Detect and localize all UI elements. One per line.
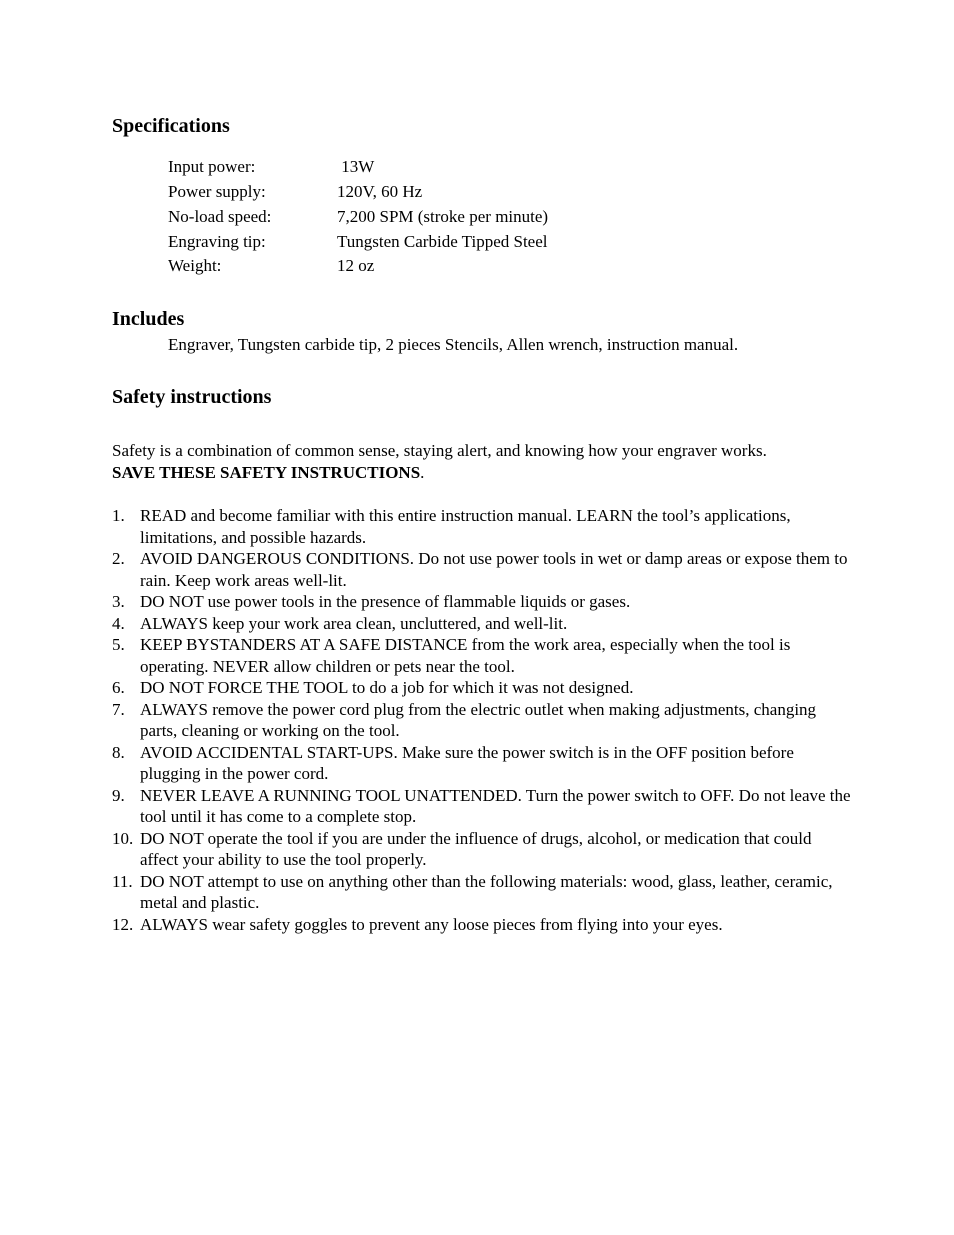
spec-value: 120V, 60 Hz (337, 182, 423, 201)
list-item (112, 914, 852, 936)
list-item-number: 9. (112, 785, 125, 805)
list-item-text: READ and become familiar with this entire instruction manual. LEARN the tool’s applications, limitations, and possible hazards. (140, 506, 791, 547)
list-item-text: ALWAYS keep your work area clean, uncluttered, and well-lit. (140, 613, 568, 633)
spec-label: No-load speed: (168, 207, 272, 226)
save-instructions-punct: . (420, 462, 425, 482)
list-item-text: DO NOT attempt to use on anything other than the following materials: wood, glass, leather, ceramic, metal and plastic. (140, 871, 833, 912)
safety-intro-text: Safety is a combination of common sense, staying alert, and knowing how your engraver works. (112, 441, 767, 460)
save-instructions-notice: SAVE THESE SAFETY INSTRUCTIONS (112, 462, 421, 482)
list-item-number: 7. (112, 699, 125, 719)
list-item-number: 11. (112, 871, 133, 891)
spec-label: Power supply: (168, 182, 266, 201)
list-item (112, 591, 852, 613)
spec-value: 13W (337, 157, 375, 176)
safety-instructions-list (112, 505, 852, 935)
list-item (112, 742, 852, 785)
list-item-number: 10. (112, 828, 134, 848)
includes-heading: Includes (112, 308, 185, 330)
list-item-number: 4. (112, 613, 125, 633)
spec-value: 7,200 SPM (stroke per minute) (337, 207, 549, 226)
list-item-text: AVOID DANGEROUS CONDITIONS. Do not use power tools in wet or damp areas or expose them to rain. Keep work areas well-lit. (140, 549, 848, 590)
list-item-number: 2. (112, 549, 125, 568)
list-item-text: KEEP BYSTANDERS AT A SAFE DISTANCE from the work area, especially when the tool is operating. NEVER allow children or pets near the tool. (140, 635, 791, 676)
safety-heading: Safety instructions (112, 386, 272, 408)
list-item-number: 6. (112, 678, 125, 697)
list-item (112, 505, 852, 548)
list-item-text: ALWAYS remove the power cord plug from the electric outlet when making adjustments, changing parts, cleaning or working on the tool. (140, 699, 817, 740)
spec-label: Input power: (168, 157, 256, 176)
list-item-text: DO NOT operate the tool if you are under the influence of drugs, alcohol, or medication that could affect your ability to use the tool properly. (140, 828, 812, 869)
list-item-text: ALWAYS wear safety goggles to prevent any loose pieces from flying into your eyes. (140, 914, 723, 934)
list-item-number: 12. (112, 914, 134, 934)
list-item (112, 699, 852, 742)
list-item (112, 871, 852, 914)
spec-value: Tungsten Carbide Tipped Steel (337, 232, 548, 251)
list-item-number: 3. (112, 592, 125, 611)
list-item-number: 8. (112, 742, 125, 762)
list-item-text: AVOID ACCIDENTAL START-UPS. Make sure the power switch is in the OFF position before plugging in the power cord. (140, 742, 794, 783)
list-item-text: NEVER LEAVE A RUNNING TOOL UNATTENDED. Turn the power switch to OFF. Do not leave the tool until it has come to a complete stop. (140, 785, 851, 826)
list-item (112, 548, 852, 591)
specifications-heading: Specifications (112, 115, 230, 137)
list-item-text: DO NOT FORCE THE TOOL to do a job for which it was not designed. (140, 678, 634, 697)
safety-intro (112, 440, 852, 483)
spec-label: Weight: (168, 256, 222, 275)
list-item (112, 785, 852, 828)
spec-label: Engraving tip: (168, 232, 266, 251)
list-item (112, 677, 852, 699)
list-item (112, 634, 852, 677)
includes-text: Engraver, Tungsten carbide tip, 2 pieces Stencils, Allen wrench, instruction manual. (168, 335, 739, 354)
list-item-text: DO NOT use power tools in the presence of flammable liquids or gases. (140, 592, 631, 611)
list-item-number: 5. (112, 635, 125, 654)
spec-value: 12 oz (337, 256, 375, 275)
list-item-number: 1. (112, 506, 125, 525)
list-item (112, 613, 852, 635)
list-item (112, 828, 852, 871)
